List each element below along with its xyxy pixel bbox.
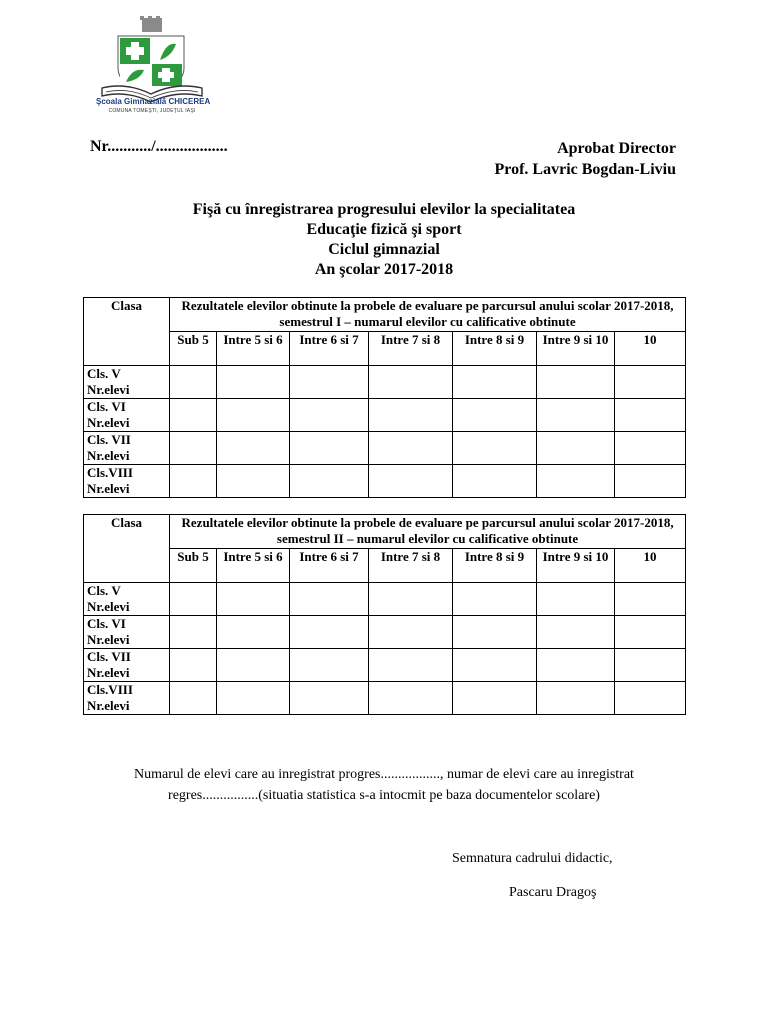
cell[interactable] [615,399,686,432]
grade-header: Sub 5 [170,332,217,366]
row-label: Cls. VI Nr.elevi [84,399,170,432]
grade-header: Intre 6 si 7 [290,549,369,583]
cell[interactable] [290,465,369,498]
cell[interactable] [537,366,615,399]
cell[interactable] [369,616,453,649]
cell[interactable] [170,432,217,465]
cell[interactable] [453,432,537,465]
cell[interactable] [453,366,537,399]
title-line3: Ciclul gimnazial [328,241,440,258]
cell[interactable] [170,649,217,682]
cell[interactable] [453,583,537,616]
cell[interactable] [217,616,290,649]
table-row [84,616,686,649]
cell[interactable] [615,649,686,682]
stats-line1: Numarul de elevi care au inregistrat progres................., numar de elevi care au inregistrat [134,767,634,782]
cell[interactable] [217,682,290,715]
table-row [84,399,686,432]
cell[interactable] [537,649,615,682]
grade-header: Intre 9 si 10 [537,549,615,583]
row-label: Cls. VI Nr.elevi [84,616,170,649]
row-label: Cls. VII Nr.elevi [84,432,170,465]
table-row [84,682,686,715]
grade-header: Sub 5 [170,549,217,583]
cell[interactable] [290,399,369,432]
cell[interactable] [290,432,369,465]
cell[interactable] [170,399,217,432]
cell[interactable] [537,616,615,649]
signature-name: Pascaru Dragoş [509,885,597,900]
cell[interactable] [453,682,537,715]
cell[interactable] [615,583,686,616]
table-row [84,432,686,465]
cell[interactable] [453,399,537,432]
stats-line2: regres................(situatia statistica s-a intocmit pe baza documentelor scolare) [168,788,600,803]
col-clasa-header: Clasa [84,515,170,583]
cell[interactable] [369,583,453,616]
grade-header: Intre 5 si 6 [217,549,290,583]
results-table-sem1 [83,297,686,498]
table-row [84,649,686,682]
cell[interactable] [170,366,217,399]
cell[interactable] [537,682,615,715]
cell[interactable] [369,366,453,399]
logo-subtitle: COMUNA TOMEŞTI, JUDEŢUL IAŞI [108,108,196,114]
title-line1: Fişă cu înregistrarea progresului elevilor la specialitatea [192,201,576,218]
results-table-sem2 [83,514,686,715]
grade-header: Intre 8 si 9 [453,332,537,366]
grade-header: 10 [615,549,686,583]
cell[interactable] [615,616,686,649]
cell[interactable] [217,583,290,616]
cell[interactable] [290,682,369,715]
cell[interactable] [615,465,686,498]
grade-header: Intre 7 si 8 [369,332,453,366]
cell[interactable] [615,432,686,465]
document-title [0,200,768,280]
cell[interactable] [453,465,537,498]
row-label: Cls. VII Nr.elevi [84,649,170,682]
results-header: Rezultatele elevilor obtinute la probele de evaluare pe parcursul anului scolar 2017-2018, semestrul I – numarul elevilor cu calificative obtinute [170,298,686,332]
grade-header: Intre 5 si 6 [217,332,290,366]
cell[interactable] [290,366,369,399]
table-row [84,583,686,616]
cell[interactable] [369,649,453,682]
row-label: Cls. V Nr.elevi [84,366,170,399]
cell[interactable] [170,682,217,715]
title-line4: An şcolar 2017-2018 [314,261,454,278]
title-line2: Educaţie fizică şi sport [306,221,462,238]
cell[interactable] [369,432,453,465]
cell[interactable] [170,583,217,616]
table-row [84,366,686,399]
approved-line2: Prof. Lavric Bogdan-Liviu [494,161,676,178]
grade-header: Intre 6 si 7 [290,332,369,366]
grade-header: Intre 7 si 8 [369,549,453,583]
cell[interactable] [537,432,615,465]
cell[interactable] [369,399,453,432]
cell[interactable] [217,399,290,432]
logo-school-name: Şcoala Gimnazială CHICEREA [96,97,211,106]
cell[interactable] [369,682,453,715]
statistics-paragraph [84,764,684,806]
cell[interactable] [290,583,369,616]
row-label: Cls.VIII Nr.elevi [84,682,170,715]
cell[interactable] [170,465,217,498]
col-clasa-header: Clasa [84,298,170,366]
signature-label: Semnatura cadrului didactic, [452,851,613,866]
cell[interactable] [537,583,615,616]
cell[interactable] [217,432,290,465]
cell[interactable] [537,399,615,432]
cell[interactable] [369,465,453,498]
cell[interactable] [537,465,615,498]
row-label: Cls.VIII Nr.elevi [84,465,170,498]
cell[interactable] [217,366,290,399]
grade-header: Intre 9 si 10 [537,332,615,366]
grade-header: Intre 8 si 9 [453,549,537,583]
row-label: Cls. V Nr.elevi [84,583,170,616]
cell[interactable] [217,465,290,498]
cell[interactable] [615,682,686,715]
cell[interactable] [290,616,369,649]
cell[interactable] [290,649,369,682]
cell[interactable] [453,649,537,682]
grade-header: 10 [615,332,686,366]
cell[interactable] [453,616,537,649]
cell[interactable] [615,366,686,399]
cell[interactable] [217,649,290,682]
table-row [84,465,686,498]
cell[interactable] [170,616,217,649]
approval-block [495,138,677,180]
results-header: Rezultatele elevilor obtinute la probele de evaluare pe parcursul anului scolar 2017-2018, semestrul II – numarul elevilor cu calificative obtinute [170,515,686,549]
approved-line1: Aprobat Director [557,140,676,157]
registration-number: Nr.........../.................. [90,138,228,155]
